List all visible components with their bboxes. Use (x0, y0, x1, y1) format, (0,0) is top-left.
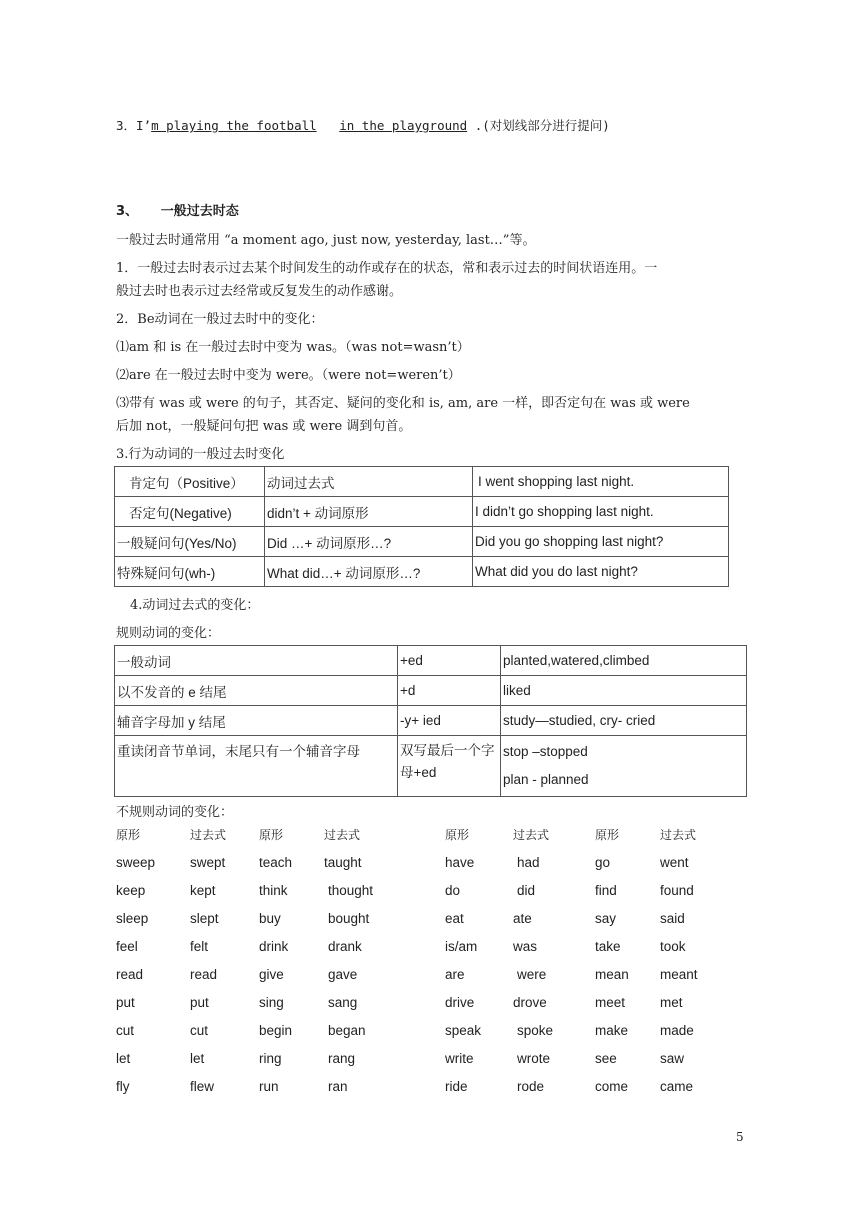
cell-line: plan - planned (503, 772, 589, 787)
verb-cell: gave (328, 967, 358, 982)
verb-cell: drive (445, 995, 475, 1010)
list-item (0, 855, 860, 875)
verb-cell: met (660, 995, 683, 1010)
verb-cell: feel (116, 939, 138, 954)
table-cell: -y+ ied (398, 706, 501, 736)
table-cell: planted,watered,climbed (501, 646, 747, 676)
verb-cell: taught (324, 855, 362, 870)
header-cell: 原形 (259, 828, 284, 842)
verb-cell: sing (259, 995, 284, 1010)
table-row (115, 646, 747, 676)
table-cell: 一般动词 (115, 646, 398, 676)
section-heading (116, 200, 239, 219)
verb-cell: ride (445, 1079, 468, 1094)
table-cell: 以不发音的 e 结尾 (115, 676, 398, 706)
table-cell: didn’t + 动词原形 (265, 497, 473, 527)
table-row (115, 736, 747, 797)
section-number: 3、 (116, 204, 139, 219)
regular-verbs-title: 规则动词的变化： (116, 626, 221, 641)
cell-line: 双写最后一个字 (400, 743, 495, 758)
verb-cell: see (595, 1051, 617, 1066)
verb-cell: rode (517, 1079, 545, 1094)
verb-cell: is/am (445, 939, 478, 954)
verb-cell: was (513, 939, 538, 954)
table-cell: liked (501, 676, 747, 706)
verb-cell: made (660, 1023, 694, 1038)
table-cell: I went shopping last night. (473, 467, 729, 497)
paragraph-1-line-2: 般过去时也表示过去经常或反复发生的动作感谢。 (116, 284, 403, 299)
paragraph-2c-line-1: ⑶带有 was 或 were 的句子，其否定、疑问的变化和 is, am, are 一样，即否定句在 was 或 were (116, 396, 690, 411)
verb-cell: sang (328, 995, 358, 1010)
table-cell: 一般疑问句(Yes/No) (115, 527, 265, 557)
question-prefix: 3．I’ (116, 118, 152, 133)
paragraph-1-line-1: 1．一般过去时表示过去某个时间发生的动作或存在的状态，常和表示过去的时间状语连用。一 (116, 261, 658, 276)
verb-cell: ran (328, 1079, 348, 1094)
verb-cell: kept (190, 883, 216, 898)
table-cell: 辅音字母加 y 结尾 (115, 706, 398, 736)
verb-cell: sweep (116, 855, 156, 870)
header-cell: 原形 (445, 828, 470, 842)
table-row (115, 557, 729, 587)
verb-cell: do (445, 883, 461, 898)
header-cell: 过去式 (324, 828, 361, 842)
verb-cell: put (190, 995, 209, 1010)
list-item (0, 883, 860, 903)
table-cell: 重读闭音节单词，末尾只有一个辅音字母 (115, 736, 398, 797)
verb-cell: spoke (517, 1023, 554, 1038)
verb-cell: keep (116, 883, 146, 898)
verb-cell: wrote (517, 1051, 551, 1066)
verb-cell: give (259, 967, 284, 982)
table-row (115, 467, 729, 497)
table-row (115, 497, 729, 527)
verb-cell: cut (116, 1023, 135, 1038)
list-item (0, 1023, 860, 1043)
verb-cell: write (445, 1051, 474, 1066)
verb-cell: fly (116, 1079, 130, 1094)
verb-cell: drink (259, 939, 289, 954)
verb-cell: buy (259, 911, 281, 926)
header-cell: 过去式 (660, 828, 697, 842)
verb-cell: drank (328, 939, 362, 954)
verb-cell: speak (445, 1023, 482, 1038)
verb-cell: flew (190, 1079, 215, 1094)
table-cell (501, 736, 747, 797)
list-item (0, 939, 860, 959)
verb-cell: ring (259, 1051, 282, 1066)
intro-text: 一般过去时通常用 “a moment ago, just now, yesterday, last…”等。 (116, 233, 536, 248)
underlined-phrase-1: m playing the football (151, 118, 317, 133)
verb-cell: swept (190, 855, 226, 870)
table-cell: 动词过去式 (265, 467, 473, 497)
verb-cell: go (595, 855, 611, 870)
table-cell: Did …+ 动词原形…? (265, 527, 473, 557)
table-cell: 特殊疑问句(wh-) (115, 557, 265, 587)
paragraph-2a: ⑴am 和 is 在一般过去时中变为 was。（was not=wasn’t） (116, 340, 470, 355)
list-item (0, 911, 860, 931)
verb-cell: meet (595, 995, 626, 1010)
list-item (0, 1079, 860, 1099)
verb-cell: sleep (116, 911, 149, 926)
paragraph-4: 4.动词过去式的变化： (130, 598, 260, 613)
table-cell: 肯定句（Positive） (115, 467, 265, 497)
paragraph-2: 2．Be动词在一般过去时中的变化： (116, 312, 324, 327)
verb-cell: felt (190, 939, 209, 954)
verb-cell: bought (328, 911, 370, 926)
verb-cell: mean (595, 967, 629, 982)
verb-cell: went (660, 855, 689, 870)
question-instruction: .(对划线部分进行提问) (467, 118, 610, 133)
table-row (115, 676, 747, 706)
table-cell: study—studied, cry- cried (501, 706, 747, 736)
verb-cell: begin (259, 1023, 293, 1038)
table-cell: What did…+ 动词原形…? (265, 557, 473, 587)
cell-line: stop –stopped (503, 744, 588, 759)
verb-cell: had (517, 855, 540, 870)
verb-cell: read (190, 967, 218, 982)
verb-cell: run (259, 1079, 279, 1094)
header-cell: 原形 (595, 828, 620, 842)
list-item (0, 1051, 860, 1071)
verb-cell: slept (190, 911, 219, 926)
cell-line: 母+ed (400, 765, 437, 780)
regular-verbs-table (114, 645, 747, 797)
verb-cell: are (445, 967, 465, 982)
header-cell: 过去式 (513, 828, 550, 842)
paragraph-2b: ⑵are 在一般过去时中变为 were。（were not=weren’t） (116, 368, 461, 383)
verb-cell: put (116, 995, 135, 1010)
page-number: 5 (736, 1130, 744, 1144)
verb-cell: make (595, 1023, 629, 1038)
verb-cell: came (660, 1079, 694, 1094)
list-item (0, 967, 860, 987)
verb-cell: said (660, 911, 685, 926)
paragraph-3: 3.行为动词的一般过去时变化 (116, 447, 285, 462)
list-item (0, 995, 860, 1015)
verb-cell: were (517, 967, 547, 982)
verb-cell: say (595, 911, 617, 926)
header-cell: 原形 (116, 828, 141, 842)
verb-cell: saw (660, 1051, 685, 1066)
irregular-header-row (0, 826, 860, 846)
verb-cell: ate (513, 911, 532, 926)
verb-cell: took (660, 939, 686, 954)
verb-cell: let (190, 1051, 205, 1066)
table-cell: Did you go shopping last night? (473, 527, 729, 557)
verb-cell: meant (660, 967, 698, 982)
verb-cell: eat (445, 911, 464, 926)
verb-cell: come (595, 1079, 629, 1094)
table-cell: +d (398, 676, 501, 706)
verb-cell: have (445, 855, 475, 870)
paragraph-2c-line-2: 后加 not，一般疑问句把 was 或 were 调到句首。 (116, 419, 412, 434)
table-cell: What did you do last night? (473, 557, 729, 587)
verb-cell: rang (328, 1051, 356, 1066)
verb-cell: teach (259, 855, 293, 870)
verb-cell: did (517, 883, 536, 898)
question-3 (116, 116, 610, 134)
table-cell: I didn’t go shopping last night. (473, 497, 729, 527)
verb-cell: cut (190, 1023, 209, 1038)
verb-cell: drove (513, 995, 547, 1010)
verb-cell: find (595, 883, 617, 898)
verb-cell: began (328, 1023, 366, 1038)
table-cell: 否定句(Negative) (115, 497, 265, 527)
verb-cell: think (259, 883, 288, 898)
table-row (115, 706, 747, 736)
past-tense-forms-table (114, 466, 729, 587)
verb-cell: let (116, 1051, 131, 1066)
section-title: 一般过去时态 (160, 204, 239, 219)
verb-cell: found (660, 883, 694, 898)
verb-cell: take (595, 939, 621, 954)
table-row (115, 527, 729, 557)
irregular-verbs-title: 不规则动词的变化： (116, 805, 234, 820)
table-cell (398, 736, 501, 797)
underlined-phrase-2: in the playground (339, 118, 468, 133)
verb-cell: read (116, 967, 144, 982)
header-cell: 过去式 (190, 828, 227, 842)
verb-cell: thought (328, 883, 374, 898)
table-cell: +ed (398, 646, 501, 676)
